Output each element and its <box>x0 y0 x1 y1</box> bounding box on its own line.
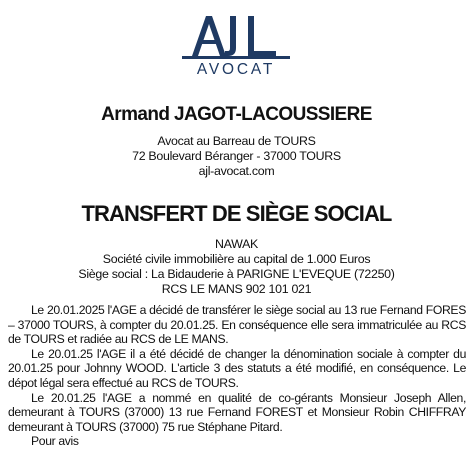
lawyer-bar-line: Avocat au Barreau de TOURS <box>157 134 316 148</box>
notice-paragraph: Le 20.01.2025 l'AGE a décidé de transférer le siège social au 13 rue Fernand FORES – 37000 TOURS, à compter du 20.01.25. En conséquence elle sera immatriculée au RCS de TOURS et radiée au RCS de LE MANS. <box>8 303 466 347</box>
notice-body <box>8 303 466 449</box>
company-rcs: RCS LE MANS 902 101 021 <box>161 282 312 296</box>
company-type: Société civile immobilière au capital de 1.000 Euros <box>102 252 371 266</box>
logo-word: AVOCAT <box>196 61 276 78</box>
notice-paragraph: Le 20.01.25 l'AGE il a été décidé de changer la dénomination sociale à compter du 20.01.25 pour Johnny WOOD. L'article 3 des statuts a été modifié, en conséquence. Le dépot légal sera effectué au RCS de TOURS. <box>8 346 466 390</box>
notice-title: TRANSFERT DE SIÈGE SOCIAL <box>81 201 392 226</box>
notice-paragraph: Le 20.01.25 l'AGE a nommé en qualité de co-gérants Monsieur Joseph Allen, demeurant à TOURS (37000) 13 rue Fernand FOREST et Monsieur Robin CHIFFRAY demeurant à TOURS (37000) 75 rue Stéphane Pitard. <box>8 390 466 434</box>
lawyer-address: 72 Boulevard Béranger - 37000 TOURS <box>132 149 341 163</box>
ajl-monogram-icon <box>170 12 302 60</box>
registered-office: Siège social : La Bidauderie à PARIGNE L'EVEQUE (72250) <box>78 267 395 281</box>
lawyer-website: ajl-avocat.com <box>198 164 275 178</box>
lawyer-name: Armand JAGOT-LACOUSSIERE <box>101 104 372 125</box>
notice-closing: Pour avis <box>31 434 79 449</box>
company-name: NAWAK <box>214 237 259 251</box>
ajl-logo <box>170 12 302 80</box>
